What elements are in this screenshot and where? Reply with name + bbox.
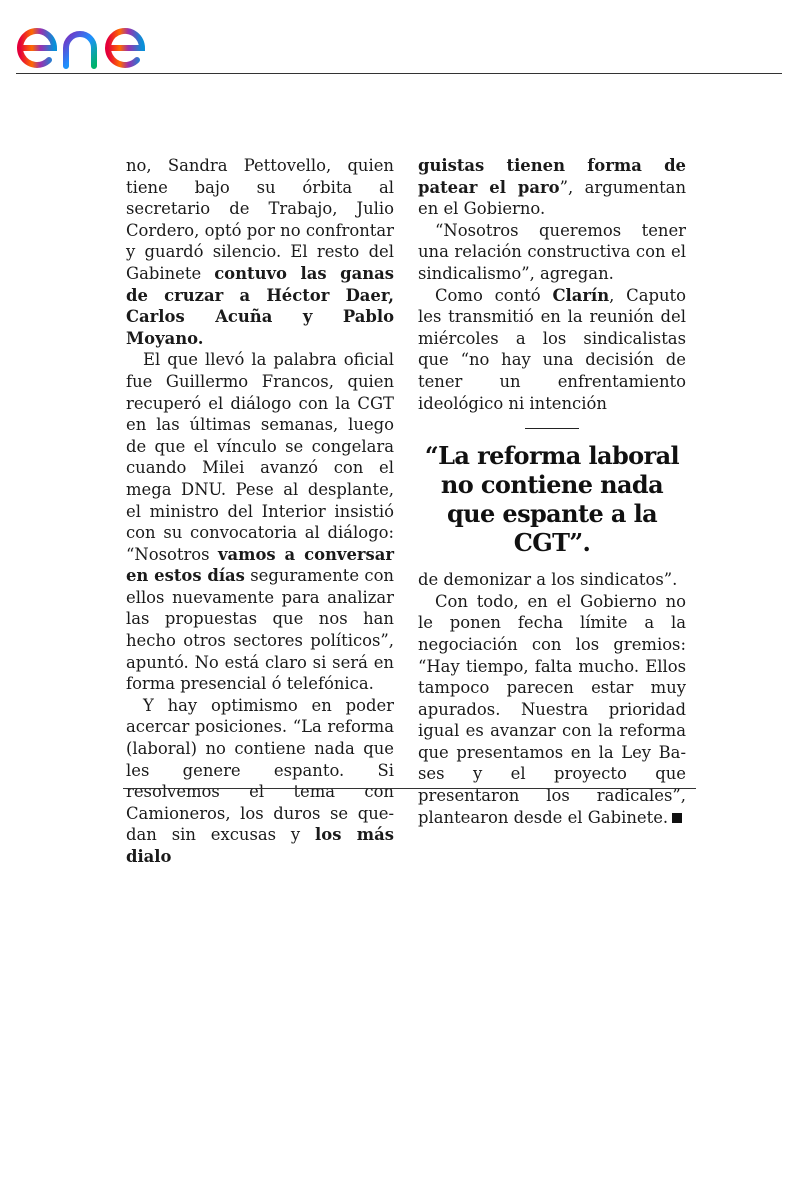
- bold-text: Clarín: [552, 285, 610, 305]
- article-column-right: [418, 155, 686, 828]
- text-run: Y hay optimismo en poder acercar posiciones. “La reforma (laboral) no contiene nada que les genere espanto. Si resolvemos el tema con Camioneros, los duros se quedan sin excusas y: [126, 695, 394, 845]
- paragraph: [418, 569, 686, 591]
- article-column-left: [126, 155, 394, 868]
- text-run: Como contó: [435, 285, 553, 305]
- paragraph: [126, 695, 394, 868]
- paragraph: [126, 349, 394, 695]
- text-run: , Caputo les transmitió en la reunión del miércoles a los sindicalistas que “no hay una decisión de tener un enfrentamiento ideológico ni intención: [418, 285, 686, 413]
- text-run: no, Sandra Pettovello, quien tiene bajo su órbita al secretario de Trabajo, Julio Cordero, optó por no confrontar y guardó silencio. El resto del Gabinete: [126, 156, 394, 283]
- header-rule: [16, 73, 782, 74]
- text-run: El que llevó la palabra oficial fue Guillermo Francos, quien recuperó el diálogo con la CGT en las últimas semanas, luego de que el vínculo se congelara cuando Milei avanzó con el mega DNU. Pese al desplante, el ministro del Interior insistió con su convocatoria al diálogo: “Nosotros: [126, 350, 394, 564]
- bold-text: contuvo las ganas de cruzar a Héctor Daer, Carlos Acuña y Pablo Moyano.: [126, 263, 394, 348]
- text-run: Con todo, en el Gobierno no le ponen fecha límite a la negociación con los gremios: “Hay tiempo, falta mucho. Ellos tampoco parecen estar muy apurados. Nuestra prioridad igual es avanzar con la reforma que presentamos en la Ley Bases y el proyecto que presentaron los radicales”, plantearon desde el Gabinete.: [418, 591, 686, 827]
- enel-logo: [16, 8, 186, 72]
- paragraph-final: [418, 591, 686, 829]
- footer-rule: [123, 788, 696, 789]
- bold-text: vamos a conversar en estos días: [126, 544, 394, 586]
- text-run: “Nosotros queremos tener una relación constructiva con el sindicalismo”, agregan.: [418, 220, 686, 283]
- pull-quote-rule: [525, 428, 579, 429]
- bold-text: los más dialo: [126, 825, 394, 866]
- pull-quote-text: “La reforma laboral no contiene nada que espante a la CGT”.: [424, 441, 680, 558]
- pull-quote: [418, 428, 686, 557]
- bold-text: guistas tienen forma de patear el paro: [418, 156, 686, 197]
- paragraph: [418, 285, 686, 415]
- text-run: ”, argumentan en el Gobierno.: [418, 177, 687, 219]
- paragraph: [418, 155, 686, 220]
- paragraph: [126, 155, 394, 349]
- end-of-article-mark: [672, 813, 682, 823]
- paragraph: [418, 220, 686, 285]
- text-run: de demonizar a los sindicatos”.: [418, 570, 678, 590]
- text-run: seguramente con ellos nuevamente para analizar las propuestas que nos han hecho otros sectores políticos”, apuntó. No está claro si será en forma presencial ó telefónica.: [126, 566, 394, 694]
